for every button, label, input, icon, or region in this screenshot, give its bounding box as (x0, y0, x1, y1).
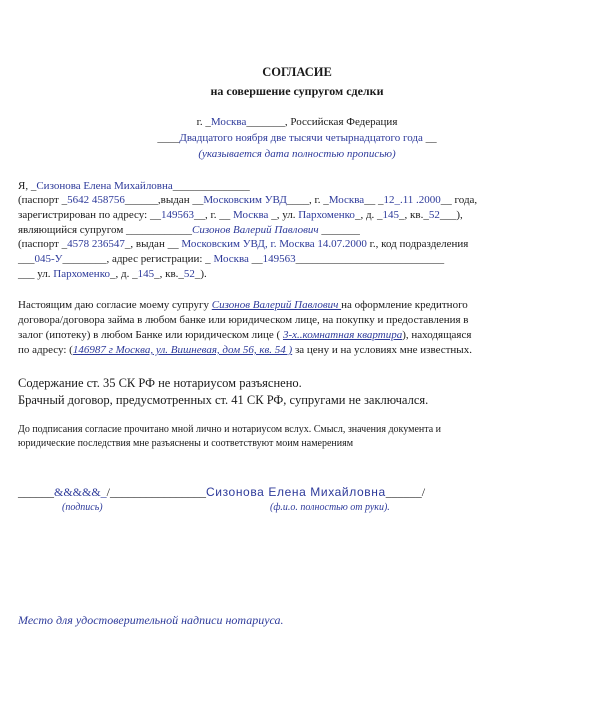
text-fragment: _______ (318, 224, 360, 236)
person-house: 145 (382, 209, 400, 221)
text-fragment: ________, адрес регистрации: _ (62, 253, 214, 265)
document-subtitle: на совершение супругом сделки (210, 84, 384, 98)
spouse-passport: 4578 236547 (67, 238, 125, 250)
spouse-street: Пархоменко (53, 268, 110, 280)
person-flat: 52 (428, 209, 440, 221)
notary-clause-2: Брачный договор, предусмотренных ст. 41 СК РФ, супругами не заключался. (18, 393, 429, 407)
spouse-name-line (18, 224, 360, 237)
person-prefix: Я, _ (18, 180, 37, 192)
text-fragment: по адресу: ( (18, 344, 73, 356)
text-fragment: _, кв._ (399, 209, 429, 221)
consent-apartment: 3-х..комнатная квартира (282, 329, 403, 341)
person-name-suffix: ______________ (172, 180, 250, 192)
person-name-line (18, 180, 250, 193)
text-fragment: ___ ул. (18, 268, 54, 280)
consent-line-4 (18, 344, 472, 357)
consent-line-1 (18, 299, 468, 312)
person-address-line (18, 209, 463, 222)
text-fragment: ______,выдан __ (124, 194, 204, 206)
text-fragment: являющийся супругом ____________ (18, 224, 193, 236)
person-issuer: Московским УВД (203, 194, 287, 206)
date-prefix: ____ (157, 132, 180, 144)
spouse-zip: 149563 (262, 253, 296, 265)
text-fragment: ___________________________ (295, 253, 445, 265)
text-fragment: _, ул. (268, 209, 299, 221)
text-fragment: /________________ (106, 485, 207, 499)
text-fragment: г., код подразделения (366, 238, 469, 250)
consent-address: 146987 г Москва, ул. Вишневая, дом 56, кв. 54 ) (72, 344, 293, 356)
date-suffix: __ (422, 132, 437, 144)
consent-line-2: договора/договора займа в любом банке или юридическом лице, на покупку и предоставления в (18, 314, 469, 326)
text-fragment: ______/ (385, 485, 426, 499)
signature-mark: &&&&&_ (54, 485, 107, 499)
fullname-hint: (ф.и.о. полностью от руки). (270, 502, 390, 513)
person-zip: 149563 (160, 209, 194, 221)
signature-hint: (подпись) (62, 502, 103, 513)
text-fragment: ___), (439, 209, 463, 221)
consent-line-3 (18, 329, 471, 342)
date-hint: (указывается дата полностью прописью) (198, 148, 396, 160)
person-city: Москва (328, 194, 365, 206)
text-fragment: __ _ (364, 194, 384, 206)
person-name: Сизонова Елена Михайловна (36, 180, 173, 192)
spouse-issuer: Московским УВД, г. Москва 14.07.2000 (181, 238, 367, 250)
text-fragment: за цену и на условиях мне известных. (292, 344, 472, 356)
spouse-house: 145 (137, 268, 155, 280)
text-fragment: _, д. _ (354, 209, 383, 221)
text-fragment: ______ (18, 485, 54, 499)
spouse-code: 045-У (34, 253, 63, 265)
text-fragment: Настоящим даю согласие моему супругу (18, 299, 212, 311)
text-fragment: зарегистрирован по адресу: __ (18, 209, 161, 221)
spouse-registration-line (18, 253, 444, 266)
text-fragment: __ года, (440, 194, 478, 206)
person-street: Пархоменко (298, 209, 355, 221)
notary-place: Место для удостоверительной надписи нотариуса. (18, 613, 284, 627)
text-fragment: ___ (18, 253, 35, 265)
person-passport-line (18, 194, 477, 207)
person-passport: 5642 458756 (67, 194, 125, 206)
date-text: Двадцатого ноября две тысячи четырнадцатого года (179, 132, 423, 144)
text-fragment: залог (ипотеку) в любом Банке или юридическом лице ( (18, 329, 283, 341)
place-line (0, 116, 594, 129)
text-fragment: _, выдан __ (124, 238, 182, 250)
place-prefix: г. _ (196, 116, 211, 128)
text-fragment: __ (248, 253, 263, 265)
text-fragment: (паспорт _ (18, 238, 68, 250)
place-city: Москва (210, 116, 247, 128)
person-issue-date: 12_.11 .2000 (383, 194, 441, 206)
spouse-address-line (18, 268, 207, 281)
person-city2: Москва (233, 209, 269, 221)
text-fragment: _, кв._ (154, 268, 184, 280)
text-fragment: (паспорт _ (18, 194, 68, 206)
text-fragment: __, г. __ (193, 209, 233, 221)
spouse-city: Москва (213, 253, 249, 265)
signature-line (18, 486, 425, 499)
text-fragment: ), находящаяся (402, 329, 472, 341)
text-fragment: _). (194, 268, 207, 280)
text-fragment: на оформление кредитного (341, 299, 468, 311)
spouse-flat: 52 (183, 268, 195, 280)
spouse-name: Сизонов Валерий Павлович (192, 224, 319, 236)
read-note-line-2: юридические последствия мне разъяснены и соответствуют моим намерениям (18, 438, 354, 449)
document-title: СОГЛАСИЕ (262, 65, 332, 79)
spouse-passport-line (18, 238, 468, 251)
place-suffix: _______, Российская Федерация (246, 116, 398, 128)
text-fragment: ____, г. _ (286, 194, 329, 206)
signature-fullname: Сизонова Елена Михайловна (206, 485, 386, 499)
consent-spouse: Сизонов Валерий Павлович (211, 299, 342, 311)
read-note-line-1: До подписания согласие прочитано мной лично и нотариусом вслух. Смысл, значения документа и (18, 424, 442, 435)
text-fragment: _, д. _ (109, 268, 138, 280)
date-line (0, 132, 594, 145)
notary-clause-1: Содержание ст. 35 СК РФ не нотариусом разъяснено. (18, 376, 302, 390)
